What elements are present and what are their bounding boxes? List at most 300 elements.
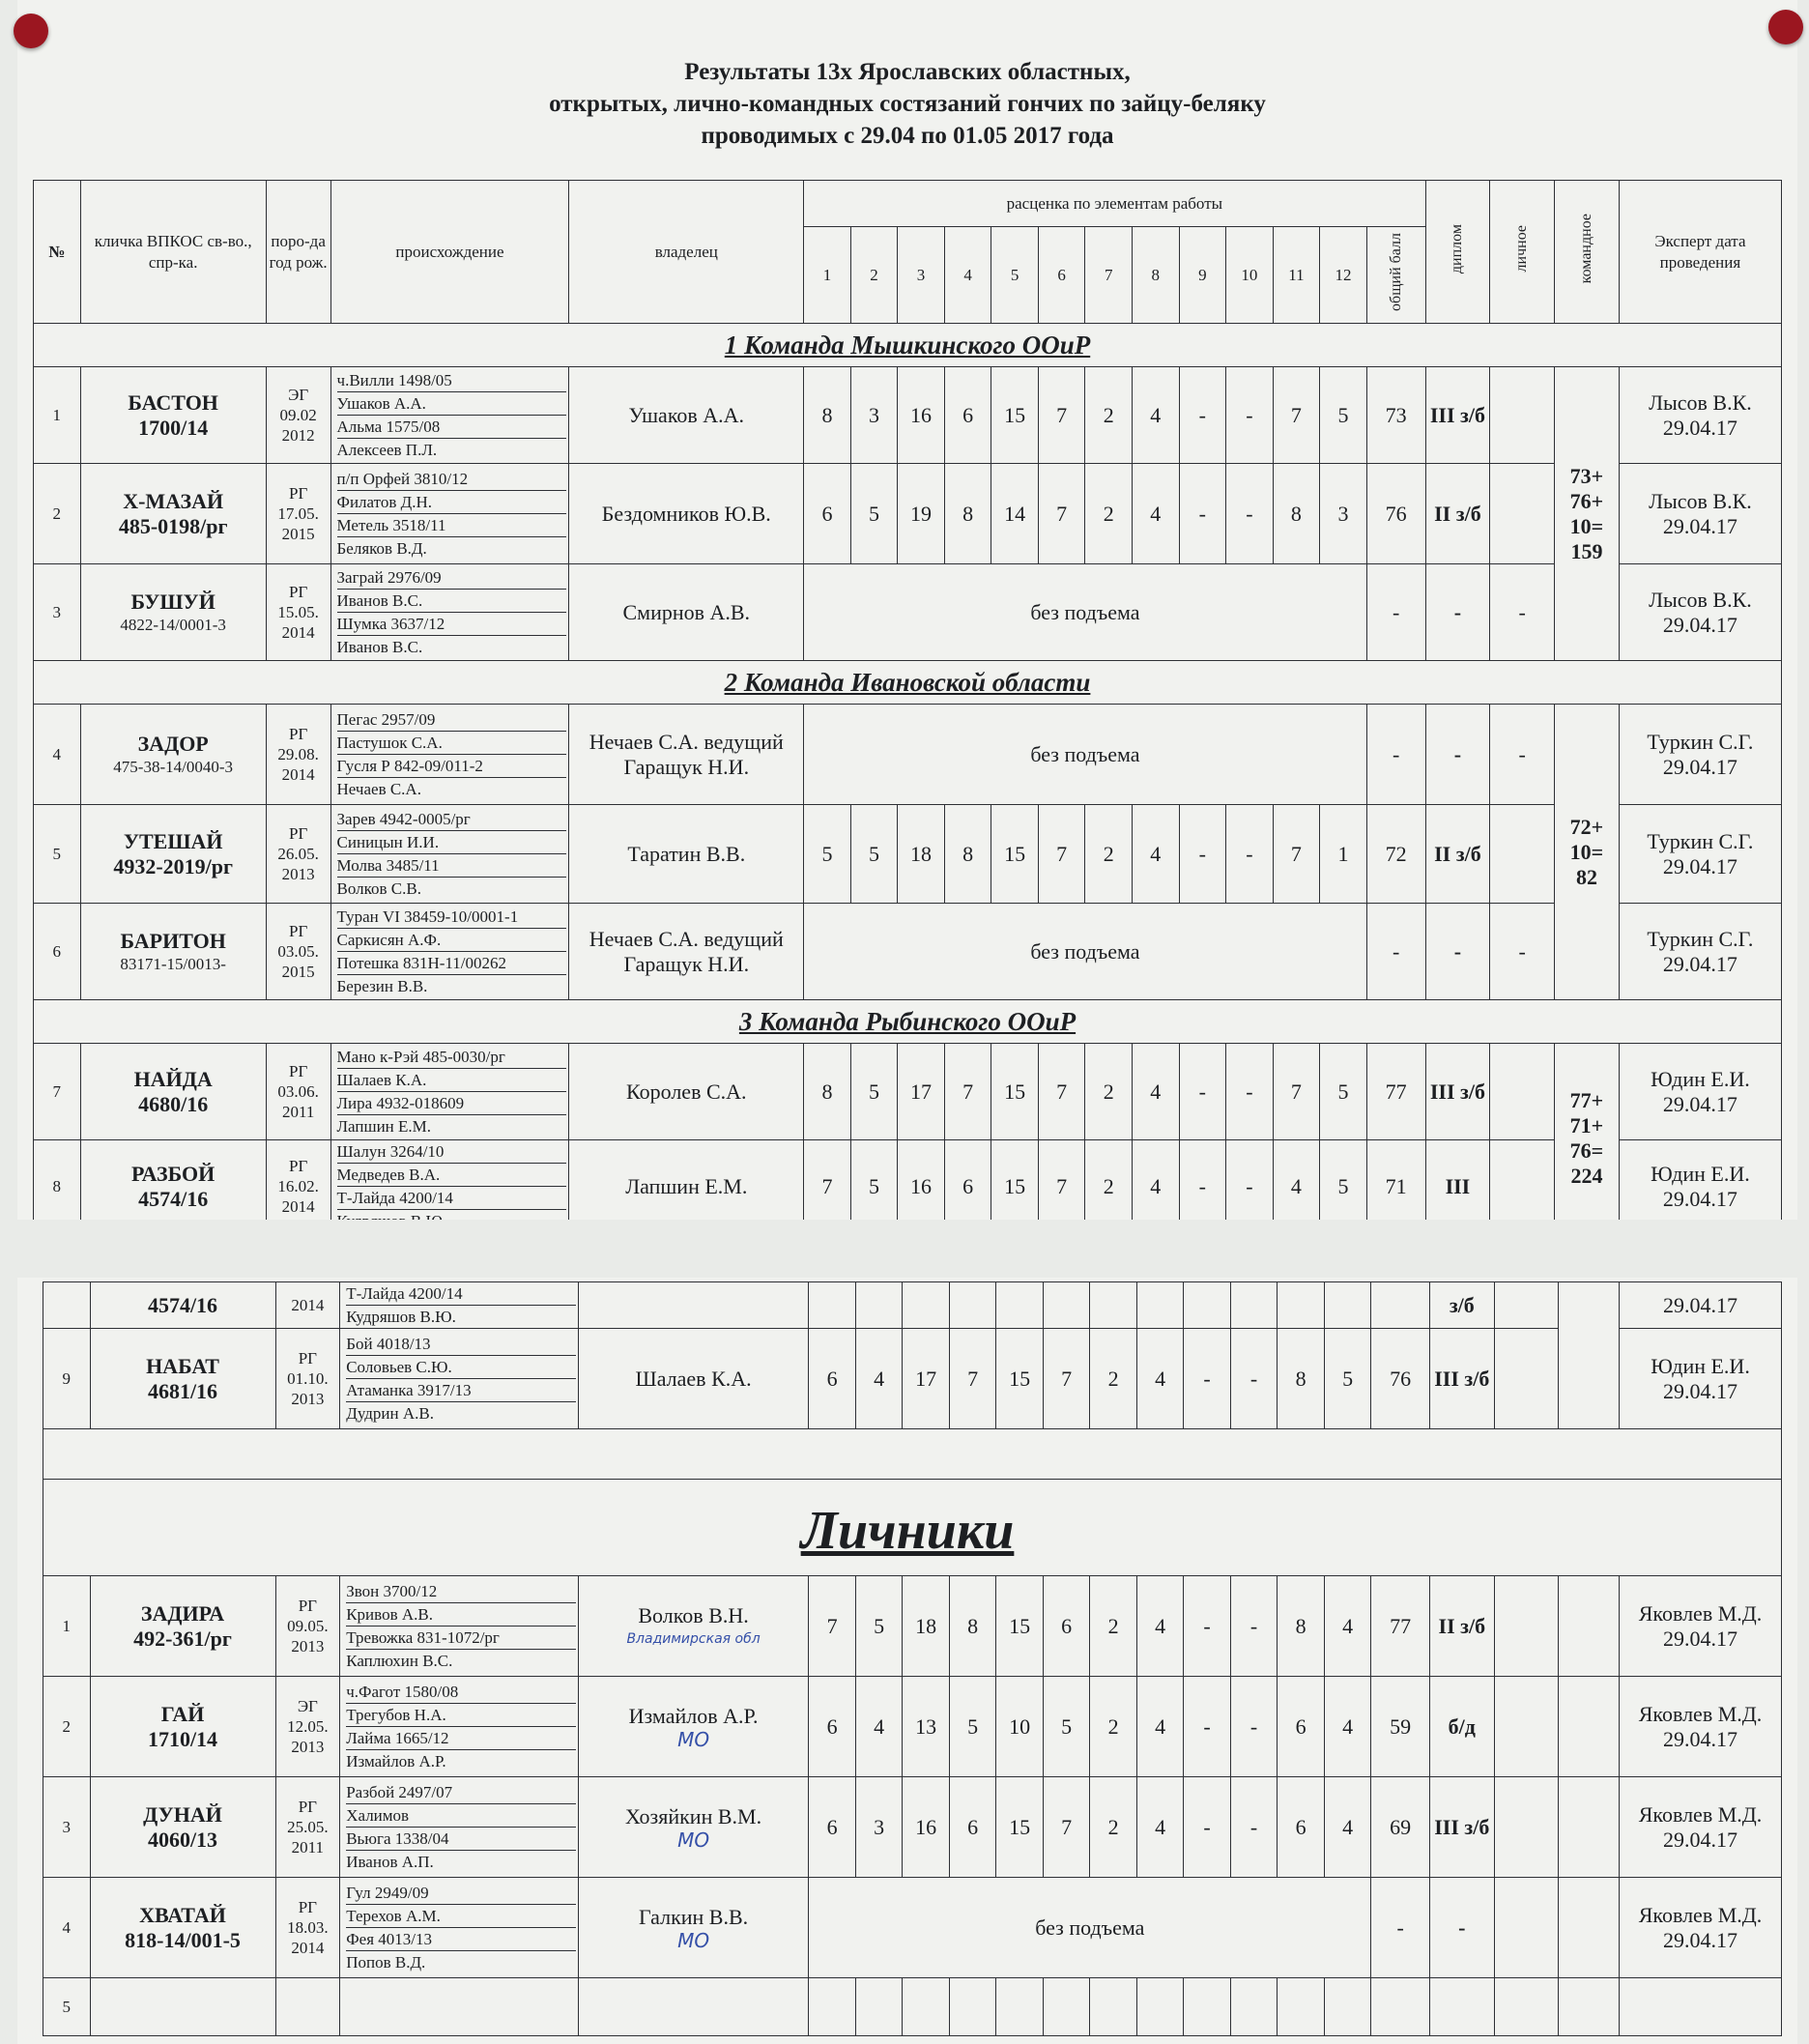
birth-year: 2013: [291, 1738, 325, 1756]
score-cell: -: [1184, 1777, 1231, 1878]
personal-cell: -: [1490, 564, 1555, 661]
breed-cell: [266, 564, 330, 661]
owner-name: Бездомников Ю.В.: [601, 501, 771, 526]
breed: РГ: [289, 725, 308, 743]
score-cell: 8: [944, 805, 991, 904]
header-scores-group: расценка по элементам работы: [804, 181, 1425, 227]
team-section-header: [34, 324, 1782, 367]
origin-line: Нечаев С.А.: [336, 780, 421, 798]
score-cell: 18: [903, 1576, 950, 1677]
birth-date: 15.05.: [277, 603, 319, 621]
diploma-cell: -: [1425, 705, 1490, 805]
birth-date: 16.02.: [277, 1177, 319, 1195]
expert-date: 29.04.17: [1663, 1927, 1737, 1952]
expert-cell: [1620, 1878, 1782, 1978]
dog-name: ХВАТАЙ: [139, 1902, 226, 1927]
expert-name: Лысов В.К.: [1649, 488, 1752, 513]
personal-cell: [1494, 1329, 1559, 1429]
dog-name: УТЕШАЙ: [123, 828, 223, 853]
expert-cell: [1619, 705, 1781, 805]
score-cell: 15: [991, 805, 1039, 904]
empty-cell: [996, 1978, 1044, 2036]
score-cell: 6: [1278, 1777, 1325, 1878]
owner-name: Таратин В.В.: [627, 841, 746, 866]
owner-name: Галкин В.В.: [638, 1904, 749, 1929]
score-cell: 5: [1324, 1329, 1371, 1429]
diploma-cell: -: [1429, 1878, 1494, 1978]
dog-name: РАЗБОЙ: [131, 1161, 215, 1186]
score-cell: -: [1230, 1777, 1278, 1878]
origin-line: Лапшин Е.М.: [336, 1117, 432, 1136]
score-cell: 8: [949, 1576, 996, 1677]
dog-name-cell: [90, 1777, 275, 1878]
score-cell: 4: [1324, 1576, 1371, 1677]
score-cell: -: [1226, 1044, 1274, 1140]
score-cell: 2: [1085, 1140, 1133, 1233]
score-cell: 13: [903, 1677, 950, 1777]
owner-name: Лапшин Е.М.: [625, 1173, 748, 1198]
team-score-cell: [1559, 1282, 1620, 1429]
score-cell: 8: [1278, 1329, 1325, 1429]
expert-name: Яковлев М.Д.: [1638, 1600, 1763, 1626]
owner-name: Нечаев С.А. ведущий Гаращук Н.И.: [589, 729, 784, 779]
empty-cell: [578, 1978, 809, 2036]
expert-cell: [1620, 1777, 1782, 1878]
birth-date: 12.05.: [287, 1717, 329, 1736]
origin-line: Шалаев К.А.: [337, 1069, 567, 1092]
score-cell: 6: [809, 1777, 856, 1878]
header-breed: поро-да год рож.: [266, 181, 330, 324]
score-cell: 8: [944, 464, 991, 564]
team-score-cell: [1559, 1677, 1620, 1777]
score-cell: [1090, 1282, 1137, 1329]
header-origin: происхождение: [330, 181, 569, 324]
expert-date: 29.04.17: [1662, 415, 1737, 440]
row-number: 5: [43, 1978, 91, 2036]
score-cell: 15: [996, 1329, 1044, 1429]
breed: РГ: [289, 1157, 308, 1175]
dog-name: ДУНАЙ: [143, 1801, 222, 1827]
origin-line: Волков С.В.: [336, 879, 421, 898]
header-score-col: 12: [1320, 227, 1367, 324]
score-cell: 5: [804, 805, 851, 904]
dog-name: ГАЙ: [160, 1701, 205, 1726]
origin-cell: [330, 904, 569, 1000]
score-cell: 2: [1090, 1777, 1137, 1878]
total-score: 72: [1366, 805, 1425, 904]
score-cell: 14: [991, 464, 1039, 564]
score-cell: -: [1184, 1677, 1231, 1777]
score-cell: 4: [1136, 1576, 1184, 1677]
origin-line: ч.Вилли 1498/05: [337, 369, 567, 392]
dog-name-cell: [90, 1576, 275, 1677]
birth-year: 2015: [281, 525, 315, 543]
expert-date: 29.04.17: [1663, 1378, 1737, 1403]
score-cell: 7: [949, 1329, 996, 1429]
row-number: 8: [34, 1140, 81, 1233]
origin-line: Ушаков А.А.: [337, 392, 567, 416]
expert-date: 29.04.17: [1663, 1726, 1737, 1751]
owner-name: Нечаев С.А. ведущий Гаращук Н.И.: [589, 926, 784, 976]
expert-name: Лысов В.К.: [1649, 389, 1752, 415]
table-row: [34, 367, 1782, 464]
dog-name-cell: [80, 904, 266, 1000]
owner-cell: [569, 904, 804, 1000]
score-cell: -: [1179, 1140, 1226, 1233]
birth-date: 09.02: [279, 406, 317, 424]
score-cell: 7: [1038, 367, 1085, 464]
empty-cell: [1494, 1978, 1559, 2036]
dog-name: НАЙДА: [133, 1066, 213, 1091]
row-number: 5: [34, 805, 81, 904]
score-cell: 7: [1038, 464, 1085, 564]
blank-cell: [43, 1429, 1782, 1480]
owner-name: Измайлов А.Р.: [628, 1703, 759, 1728]
score-cell: 16: [903, 1777, 950, 1878]
expert-cell: [1620, 1576, 1782, 1677]
total-score: 77: [1371, 1576, 1430, 1677]
no-lift-cell: без подъема: [804, 705, 1367, 805]
header-personal: личное: [1490, 181, 1555, 324]
empty-cell: [1184, 1978, 1231, 2036]
score-cell: 7: [1038, 1140, 1085, 1233]
diploma-cell: II з/б: [1425, 464, 1490, 564]
dog-registration: 4680/16: [138, 1091, 209, 1116]
owner-cell: [578, 1777, 809, 1878]
score-cell: [1184, 1282, 1231, 1329]
diploma-cell: з/б: [1429, 1282, 1494, 1329]
origin-cell: [330, 367, 569, 464]
origin-cell: [340, 1677, 579, 1777]
personal-cell: [1494, 1576, 1559, 1677]
dog-name-cell: [90, 1878, 275, 1978]
birth-year: 2013: [281, 865, 315, 883]
origin-line: Тревожка 831-1072/рг: [346, 1627, 576, 1650]
dog-name-cell: [80, 564, 266, 661]
expert-name: Юдин Е.И.: [1651, 1161, 1750, 1186]
score-cell: 6: [944, 1140, 991, 1233]
team-score-cell: 77+ 71+ 76= 224: [1555, 1044, 1620, 1233]
expert-date: 29.04.17: [1662, 951, 1737, 976]
expert-date: 29.04.17: [1663, 1827, 1737, 1852]
dog-name-cell: [80, 1044, 266, 1140]
empty-cell: [1043, 1978, 1090, 2036]
table-row: [34, 464, 1782, 564]
row-number: 9: [43, 1329, 91, 1429]
expert-name: Туркин С.Г.: [1647, 828, 1754, 853]
origin-line: ч.Фагот 1580/08: [346, 1681, 576, 1704]
birth-year: 2015: [281, 963, 315, 981]
score-cell: 2: [1085, 1044, 1133, 1140]
header-total: общий балл: [1366, 227, 1425, 324]
breed: РГ: [289, 824, 308, 843]
header-score-col: 11: [1273, 227, 1320, 324]
score-cell: 16: [898, 1140, 945, 1233]
score-cell: 19: [898, 464, 945, 564]
header-score-col: 8: [1133, 227, 1180, 324]
table-row: [43, 1677, 1782, 1777]
dog-name-cell: [90, 1677, 275, 1777]
diploma-cell: III з/б: [1429, 1777, 1494, 1878]
origin-line: Синицын И.И.: [337, 831, 567, 854]
score-cell: 5: [850, 805, 898, 904]
origin-line: Заграй 2976/09: [337, 566, 567, 590]
header-score-col: 7: [1085, 227, 1133, 324]
empty-cell: [340, 1978, 579, 2036]
birth-year: 2011: [291, 1838, 325, 1857]
empty-cell: [809, 1978, 856, 2036]
score-cell: [1136, 1282, 1184, 1329]
owner-handwritten-note: МО: [677, 1928, 710, 1952]
dog-name: ЗАДОР: [137, 732, 209, 756]
score-cell: 4: [1136, 1777, 1184, 1878]
score-cell: 15: [991, 1044, 1039, 1140]
origin-line: Фея 4013/13: [346, 1928, 576, 1951]
owner-name: Ушаков А.А.: [628, 402, 745, 427]
table-row-continued: [43, 1282, 1782, 1329]
header-expert: Эксперт дата проведения: [1619, 181, 1781, 324]
birth-year: 2014: [291, 1939, 325, 1957]
total-score: 73: [1366, 367, 1425, 464]
empty-cell: [1090, 1978, 1137, 2036]
title-line-1: Результаты 13х Ярославских областных,: [684, 59, 1131, 85]
breed: РГ: [298, 1898, 318, 1916]
team-name: 3 Команда Рыбинского ООиР: [34, 1000, 1782, 1044]
empty-cell: [1136, 1978, 1184, 2036]
breed-cell: [275, 1777, 340, 1878]
diploma-cell: III з/б: [1425, 367, 1490, 464]
personal-cell: [1490, 1044, 1555, 1140]
empty-cell: [90, 1978, 275, 2036]
score-cell: -: [1179, 464, 1226, 564]
origin-line: Березин В.В.: [336, 977, 428, 995]
score-cell: 5: [1043, 1677, 1090, 1777]
score-cell: 8: [1273, 464, 1320, 564]
table-row: [43, 1777, 1782, 1878]
score-cell: -: [1179, 805, 1226, 904]
expert-name: Юдин Е.И.: [1651, 1066, 1750, 1091]
score-cell: 7: [1273, 1044, 1320, 1140]
score-cell: 15: [991, 367, 1039, 464]
score-cell: -: [1179, 367, 1226, 464]
score-cell: [809, 1282, 856, 1329]
expert-cell: 29.04.17: [1620, 1282, 1782, 1329]
table-row: [34, 805, 1782, 904]
row-number: 1: [34, 367, 81, 464]
score-cell: 7: [804, 1140, 851, 1233]
origin-line: Измайлов А.Р.: [346, 1752, 446, 1771]
owner-cell: [578, 1878, 809, 1978]
score-cell: 4: [1133, 1044, 1180, 1140]
score-cell: 15: [996, 1777, 1044, 1878]
birth-date: 03.05.: [277, 942, 319, 961]
birth-date: 03.06.: [277, 1082, 319, 1101]
row-number: 4: [34, 705, 81, 805]
birth-date: 26.05.: [277, 845, 319, 863]
personal-cell: -: [1490, 904, 1555, 1000]
team-score-cell: [1559, 1878, 1620, 1978]
score-cell: 5: [949, 1677, 996, 1777]
personal-cell: [1490, 805, 1555, 904]
row-number: 2: [43, 1677, 91, 1777]
row-number: 3: [34, 564, 81, 661]
breed-cell: [266, 805, 330, 904]
expert-date: 29.04.17: [1662, 513, 1737, 538]
score-cell: 6: [944, 367, 991, 464]
origin-line: Шалун 3264/10: [337, 1140, 567, 1164]
team-score-cell: [1559, 1576, 1620, 1677]
diploma-cell: III з/б: [1429, 1329, 1494, 1429]
row-number: 3: [43, 1777, 91, 1878]
origin-line: Иванов А.П.: [346, 1853, 434, 1871]
origin-cell: [330, 464, 569, 564]
score-cell: 16: [898, 367, 945, 464]
origin-cell: [340, 1777, 579, 1878]
score-cell: -: [1184, 1329, 1231, 1429]
expert-date: 29.04.17: [1662, 1091, 1737, 1116]
total-score: 69: [1371, 1777, 1430, 1878]
personal-cell: [1494, 1777, 1559, 1878]
score-cell: 6: [804, 464, 851, 564]
score-cell: 6: [809, 1329, 856, 1429]
diploma-cell: III: [1425, 1140, 1490, 1233]
table-row: [43, 1329, 1782, 1429]
score-cell: [1371, 1282, 1430, 1329]
breed-cell: [275, 1576, 340, 1677]
dog-registration: 4681/16: [147, 1378, 218, 1403]
score-cell: 1: [1320, 805, 1367, 904]
title-line-3: проводимых с 29.04 по 01.05 2017 года: [701, 123, 1114, 149]
total-score: -: [1366, 564, 1425, 661]
score-cell: 4: [1133, 1140, 1180, 1233]
origin-line: Альма 1575/08: [337, 416, 567, 439]
owner-handwritten-note: Владимирская обл: [626, 1630, 761, 1647]
origin-line: Каплюхин В.С.: [346, 1652, 453, 1670]
owner-cell: [569, 564, 804, 661]
team-name: 1 Команда Мышкинского ООиР: [34, 324, 1782, 367]
origin-line: Бой 4018/13: [346, 1333, 576, 1356]
expert-cell: [1619, 904, 1781, 1000]
origin-cell: [330, 564, 569, 661]
empty-cell: [1230, 1978, 1278, 2036]
origin-line: Метель 3518/11: [337, 514, 567, 537]
empty-cell: [949, 1978, 996, 2036]
score-cell: 17: [898, 1044, 945, 1140]
team-score-cell: [1559, 1777, 1620, 1878]
header-score-col: 3: [898, 227, 945, 324]
score-cell: 4: [1133, 367, 1180, 464]
header-score-col: 9: [1179, 227, 1226, 324]
dog-registration: 485-0198/рг: [118, 513, 228, 538]
breed-cell: [266, 464, 330, 564]
score-cell: 6: [809, 1677, 856, 1777]
origin-line: Шумка 3637/12: [337, 613, 567, 636]
owner-name: Королев С.А.: [626, 1079, 747, 1104]
origin-line: Беляков В.Д.: [336, 539, 427, 558]
breed: РГ: [298, 1798, 318, 1816]
dog-name: ЗАДИРА: [140, 1600, 225, 1626]
total-score: 59: [1371, 1677, 1430, 1777]
origin-line: Кривов А.В.: [346, 1603, 576, 1627]
dog-name: БАСТОН: [128, 389, 218, 415]
origin-line: Соловьев С.Ю.: [346, 1356, 576, 1379]
owner-cell: [569, 367, 804, 464]
dog-registration: 83171-15/0013-: [120, 955, 226, 973]
empty-cell: [1371, 1978, 1430, 2036]
score-cell: -: [1226, 805, 1274, 904]
pushpin-icon: [14, 14, 48, 48]
score-cell: -: [1179, 1044, 1226, 1140]
origin-line: Дудрин А.В.: [346, 1404, 434, 1423]
row-number: 6: [34, 904, 81, 1000]
score-cell: 17: [903, 1329, 950, 1429]
empty-cell: [903, 1978, 950, 2036]
score-cell: -: [1230, 1677, 1278, 1777]
empty-cell: [855, 1978, 903, 2036]
owner-handwritten-note: МО: [677, 1727, 710, 1751]
dog-registration-cell: 4574/16: [90, 1282, 275, 1329]
breed: РГ: [289, 484, 308, 503]
score-cell: 7: [1273, 805, 1320, 904]
breed-cell: [275, 1878, 340, 1978]
score-cell: 4: [1273, 1140, 1320, 1233]
score-cell: 5: [850, 1140, 898, 1233]
header-owner: владелец: [569, 181, 804, 324]
table-row: [43, 1978, 1782, 2036]
origin-line: Иванов В.С.: [337, 590, 567, 613]
page-gap: [17, 1220, 1797, 1278]
pushpin-icon: [1768, 10, 1803, 44]
total-score: -: [1371, 1878, 1430, 1978]
score-cell: 6: [949, 1777, 996, 1878]
score-cell: 3: [850, 367, 898, 464]
no-lift-cell: без подъема: [804, 904, 1367, 1000]
score-cell: 2: [1090, 1677, 1137, 1777]
breed: РГ: [289, 583, 308, 601]
origin-line: Разбой 2497/07: [346, 1781, 576, 1804]
dog-name-cell: [90, 1329, 275, 1429]
personal-cell: [1490, 367, 1555, 464]
dog-registration: 4822-14/0001-3: [120, 616, 226, 634]
total-score: 76: [1371, 1329, 1430, 1429]
table-row: [34, 564, 1782, 661]
birth-year-cell: 2014: [275, 1282, 340, 1329]
owner-cell: [578, 1677, 809, 1777]
birth-date: 17.05.: [277, 504, 319, 523]
score-cell: 7: [1038, 805, 1085, 904]
blank-row: [43, 1429, 1782, 1480]
empty-cell: [1324, 1978, 1371, 2036]
no-lift-cell: без подъема: [809, 1878, 1371, 1978]
personal-cell: -: [1490, 705, 1555, 805]
score-cell: 4: [1324, 1777, 1371, 1878]
birth-year: 2013: [291, 1390, 325, 1408]
score-cell: 2: [1085, 464, 1133, 564]
score-cell: [903, 1282, 950, 1329]
score-cell: -: [1230, 1329, 1278, 1429]
expert-cell: [1619, 464, 1781, 564]
table-row: [34, 1044, 1782, 1140]
breed-cell: [266, 367, 330, 464]
expert-name: Юдин Е.И.: [1651, 1353, 1750, 1378]
score-cell: -: [1226, 464, 1274, 564]
expert-date: 29.04.17: [1662, 754, 1737, 779]
score-cell: 6: [1043, 1576, 1090, 1677]
table-row: [43, 1576, 1782, 1677]
team-section-header: [34, 1000, 1782, 1044]
score-cell: 7: [1038, 1044, 1085, 1140]
score-cell: 18: [898, 805, 945, 904]
